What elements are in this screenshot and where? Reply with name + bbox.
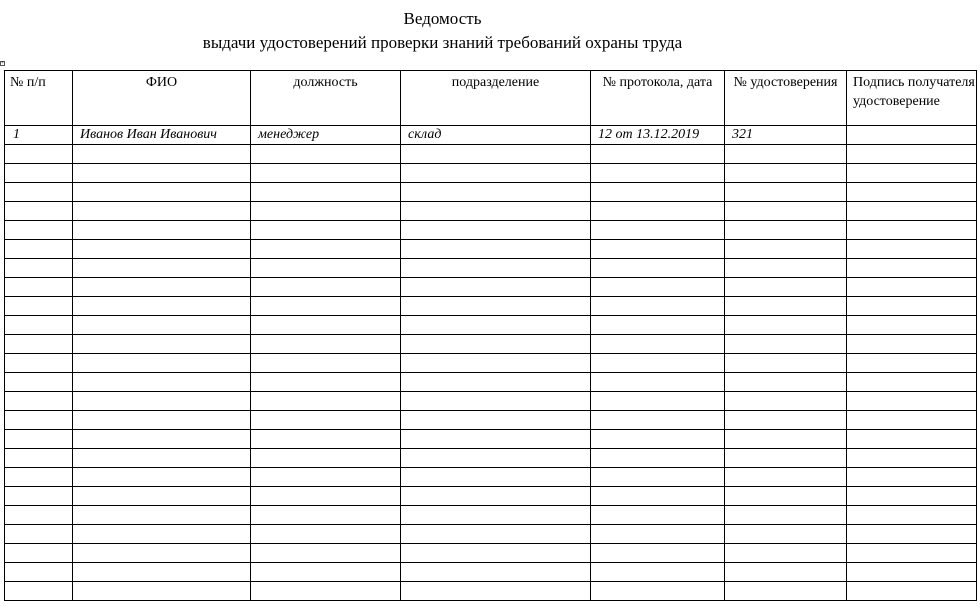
cell-full-name[interactable]: [73, 297, 251, 316]
cell-department[interactable]: [401, 259, 591, 278]
cell-position[interactable]: [251, 373, 401, 392]
cell-full-name[interactable]: [73, 430, 251, 449]
cell-full-name[interactable]: [73, 278, 251, 297]
cell-certificate-number[interactable]: [725, 525, 847, 544]
table-row: [5, 126, 977, 145]
cell-full-name[interactable]: [73, 316, 251, 335]
table-row: [5, 316, 977, 335]
cell-signature[interactable]: [847, 411, 977, 430]
cell-protocol-date[interactable]: [591, 221, 725, 240]
table-row: [5, 582, 977, 601]
cell-position[interactable]: [251, 582, 401, 601]
cell-signature[interactable]: [847, 126, 977, 145]
cell-signature[interactable]: [847, 221, 977, 240]
cell-protocol-date[interactable]: [591, 563, 725, 582]
cell-certificate-number[interactable]: [725, 354, 847, 373]
cell-certificate-number[interactable]: [725, 582, 847, 601]
table-row: [5, 449, 977, 468]
cell-full-name[interactable]: [73, 145, 251, 164]
cell-full-name[interactable]: [73, 354, 251, 373]
cell-protocol-date[interactable]: [591, 487, 725, 506]
cell-number[interactable]: [5, 582, 73, 601]
cell-number[interactable]: [5, 183, 73, 202]
cell-full-name[interactable]: [73, 202, 251, 221]
table-row: [5, 164, 977, 183]
cell-number[interactable]: [5, 316, 73, 335]
cell-position[interactable]: [251, 221, 401, 240]
cell-position[interactable]: [251, 563, 401, 582]
cell-number[interactable]: [5, 202, 73, 221]
cell-department[interactable]: [401, 449, 591, 468]
cell-position[interactable]: [251, 183, 401, 202]
table-row: [5, 145, 977, 164]
cell-certificate-number[interactable]: [725, 259, 847, 278]
cell-protocol-date[interactable]: [591, 240, 725, 259]
cell-position[interactable]: [251, 316, 401, 335]
table-row: [5, 202, 977, 221]
cell-number[interactable]: [5, 297, 73, 316]
cell-full-name[interactable]: [73, 468, 251, 487]
cell-signature[interactable]: [847, 183, 977, 202]
cell-number[interactable]: [5, 468, 73, 487]
cell-signature[interactable]: [847, 582, 977, 601]
cell-protocol-date[interactable]: [591, 354, 725, 373]
cell-department[interactable]: [401, 392, 591, 411]
cell-department[interactable]: [401, 544, 591, 563]
cell-department[interactable]: [401, 487, 591, 506]
table-row: [5, 278, 977, 297]
cell-department[interactable]: [401, 278, 591, 297]
cell-position[interactable]: [251, 411, 401, 430]
cell-certificate-number[interactable]: [725, 449, 847, 468]
cell-number[interactable]: [5, 487, 73, 506]
cell-number[interactable]: [5, 411, 73, 430]
cell-full-name[interactable]: [73, 487, 251, 506]
cell-protocol-date[interactable]: [591, 202, 725, 221]
table-row: [5, 411, 977, 430]
cell-department[interactable]: [401, 297, 591, 316]
table-row: [5, 354, 977, 373]
cell-number[interactable]: [5, 373, 73, 392]
cell-signature[interactable]: [847, 278, 977, 297]
table-row: [5, 506, 977, 525]
cell-protocol-date[interactable]: [591, 316, 725, 335]
cell-signature[interactable]: [847, 487, 977, 506]
cell-protocol-date[interactable]: 12 от 13.12.2019: [591, 126, 725, 145]
cell-certificate-number[interactable]: [725, 316, 847, 335]
cell-number[interactable]: [5, 278, 73, 297]
cell-position[interactable]: [251, 468, 401, 487]
cell-full-name[interactable]: [73, 582, 251, 601]
header-recipient-signature: Подпись получателя удостоверение: [847, 71, 977, 126]
table-row: [5, 183, 977, 202]
cell-protocol-date[interactable]: [591, 373, 725, 392]
cell-department[interactable]: [401, 145, 591, 164]
table-body: [5, 126, 977, 601]
cell-full-name[interactable]: [73, 221, 251, 240]
cell-full-name[interactable]: [73, 183, 251, 202]
table-row: [5, 487, 977, 506]
table-row: [5, 468, 977, 487]
cell-number[interactable]: [5, 506, 73, 525]
cell-protocol-date[interactable]: [591, 430, 725, 449]
cell-position[interactable]: [251, 202, 401, 221]
cell-position[interactable]: [251, 335, 401, 354]
cell-protocol-date[interactable]: [591, 259, 725, 278]
cell-full-name[interactable]: [73, 373, 251, 392]
cell-department[interactable]: [401, 164, 591, 183]
header-protocol-date: № протокола, дата: [591, 71, 725, 126]
cell-position[interactable]: [251, 297, 401, 316]
cell-signature[interactable]: [847, 506, 977, 525]
cell-department[interactable]: [401, 316, 591, 335]
cell-number[interactable]: [5, 335, 73, 354]
cell-signature[interactable]: [847, 468, 977, 487]
table-row: [5, 259, 977, 278]
cell-certificate-number[interactable]: [725, 506, 847, 525]
cell-number[interactable]: [5, 354, 73, 373]
cell-protocol-date[interactable]: [591, 297, 725, 316]
cell-protocol-date[interactable]: [591, 183, 725, 202]
cell-position[interactable]: [251, 449, 401, 468]
cell-department[interactable]: [401, 183, 591, 202]
cell-certificate-number[interactable]: [725, 392, 847, 411]
cell-position[interactable]: [251, 240, 401, 259]
cell-position[interactable]: [251, 506, 401, 525]
cell-signature[interactable]: [847, 240, 977, 259]
cell-signature[interactable]: [847, 525, 977, 544]
cell-signature[interactable]: [847, 563, 977, 582]
cell-department[interactable]: [401, 582, 591, 601]
cell-full-name[interactable]: [73, 335, 251, 354]
cell-protocol-date[interactable]: [591, 525, 725, 544]
cell-department[interactable]: [401, 221, 591, 240]
cell-position[interactable]: менеджер: [251, 126, 401, 145]
cell-certificate-number[interactable]: [725, 373, 847, 392]
cell-position[interactable]: [251, 392, 401, 411]
cell-position[interactable]: [251, 164, 401, 183]
cell-position[interactable]: [251, 354, 401, 373]
cell-number[interactable]: [5, 392, 73, 411]
cell-full-name[interactable]: [73, 449, 251, 468]
cell-department[interactable]: [401, 411, 591, 430]
cell-certificate-number[interactable]: [725, 221, 847, 240]
cell-position[interactable]: [251, 145, 401, 164]
table-row: [5, 430, 977, 449]
cell-signature[interactable]: [847, 297, 977, 316]
cell-certificate-number[interactable]: [725, 430, 847, 449]
cell-signature[interactable]: [847, 164, 977, 183]
cell-position[interactable]: [251, 259, 401, 278]
cell-signature[interactable]: [847, 354, 977, 373]
cell-full-name[interactable]: [73, 525, 251, 544]
cell-protocol-date[interactable]: [591, 392, 725, 411]
cell-certificate-number[interactable]: [725, 145, 847, 164]
cell-protocol-date[interactable]: [591, 544, 725, 563]
cell-protocol-date[interactable]: [591, 506, 725, 525]
cell-protocol-date[interactable]: [591, 145, 725, 164]
cell-number[interactable]: [5, 259, 73, 278]
cell-department[interactable]: [401, 468, 591, 487]
cell-protocol-date[interactable]: [591, 411, 725, 430]
header-position: должность: [251, 71, 401, 126]
table-row: [5, 297, 977, 316]
cell-position[interactable]: [251, 525, 401, 544]
cell-full-name[interactable]: [73, 392, 251, 411]
table-header-row: [5, 71, 977, 126]
cell-signature[interactable]: [847, 392, 977, 411]
cell-department[interactable]: [401, 202, 591, 221]
cell-department[interactable]: [401, 525, 591, 544]
cell-department[interactable]: [401, 563, 591, 582]
cell-certificate-number[interactable]: [725, 544, 847, 563]
document-subtitle: выдачи удостоверений проверки знаний требований охраны труда: [202, 33, 683, 52]
cell-department[interactable]: [401, 354, 591, 373]
cell-department[interactable]: [401, 335, 591, 354]
cell-certificate-number[interactable]: [725, 563, 847, 582]
cell-number[interactable]: 1: [5, 126, 73, 145]
cell-certificate-number[interactable]: [725, 164, 847, 183]
cell-signature[interactable]: [847, 335, 977, 354]
cell-protocol-date[interactable]: [591, 582, 725, 601]
table-row: [5, 525, 977, 544]
cell-signature[interactable]: [847, 145, 977, 164]
cell-protocol-date[interactable]: [591, 278, 725, 297]
cell-certificate-number[interactable]: [725, 297, 847, 316]
table-row: [5, 392, 977, 411]
cell-protocol-date[interactable]: [591, 335, 725, 354]
cell-certificate-number[interactable]: 321: [725, 126, 847, 145]
cell-signature[interactable]: [847, 202, 977, 221]
table-row: [5, 240, 977, 259]
cell-certificate-number[interactable]: [725, 411, 847, 430]
cell-certificate-number[interactable]: [725, 240, 847, 259]
cell-department[interactable]: [401, 506, 591, 525]
cell-full-name[interactable]: [73, 164, 251, 183]
cell-full-name[interactable]: Иванов Иван Иванович: [73, 126, 251, 145]
cell-position[interactable]: [251, 487, 401, 506]
header-number: № п/п: [5, 71, 73, 126]
cell-number[interactable]: [5, 544, 73, 563]
cell-signature[interactable]: [847, 544, 977, 563]
cell-full-name[interactable]: [73, 563, 251, 582]
cell-number[interactable]: [5, 449, 73, 468]
cell-certificate-number[interactable]: [725, 487, 847, 506]
cell-department[interactable]: [401, 373, 591, 392]
cell-certificate-number[interactable]: [725, 202, 847, 221]
cell-signature[interactable]: [847, 373, 977, 392]
cell-position[interactable]: [251, 544, 401, 563]
cell-signature[interactable]: [847, 449, 977, 468]
table-row: [5, 335, 977, 354]
header-full-name: ФИО: [73, 71, 251, 126]
cell-full-name[interactable]: [73, 259, 251, 278]
cell-full-name[interactable]: [73, 544, 251, 563]
cell-department[interactable]: [401, 240, 591, 259]
cell-protocol-date[interactable]: [591, 468, 725, 487]
cell-number[interactable]: [5, 430, 73, 449]
cell-protocol-date[interactable]: [591, 164, 725, 183]
cell-certificate-number[interactable]: [725, 468, 847, 487]
cell-department[interactable]: [401, 430, 591, 449]
cell-number[interactable]: [5, 164, 73, 183]
cell-number[interactable]: [5, 145, 73, 164]
table-row: [5, 544, 977, 563]
cell-signature[interactable]: [847, 430, 977, 449]
cell-number[interactable]: [5, 240, 73, 259]
table-move-handle[interactable]: +: [1, 61, 4, 66]
cell-position[interactable]: [251, 430, 401, 449]
cell-certificate-number[interactable]: [725, 278, 847, 297]
cell-certificate-number[interactable]: [725, 183, 847, 202]
cell-number[interactable]: [5, 221, 73, 240]
cell-full-name[interactable]: [73, 240, 251, 259]
cell-protocol-date[interactable]: [591, 449, 725, 468]
header-certificate-number: № удостоверения: [725, 71, 847, 126]
cell-department[interactable]: склад: [401, 126, 591, 145]
table-row: [5, 373, 977, 392]
cell-full-name[interactable]: [73, 506, 251, 525]
document-title: Ведомость: [403, 9, 482, 28]
cell-signature[interactable]: [847, 316, 977, 335]
table-row: [5, 563, 977, 582]
cell-number[interactable]: [5, 525, 73, 544]
certificate-register-table: [4, 70, 977, 601]
header-department: подразделение: [401, 71, 591, 126]
table-row: [5, 221, 977, 240]
cell-certificate-number[interactable]: [725, 335, 847, 354]
cell-full-name[interactable]: [73, 411, 251, 430]
cell-signature[interactable]: [847, 259, 977, 278]
cell-number[interactable]: [5, 563, 73, 582]
cell-position[interactable]: [251, 278, 401, 297]
